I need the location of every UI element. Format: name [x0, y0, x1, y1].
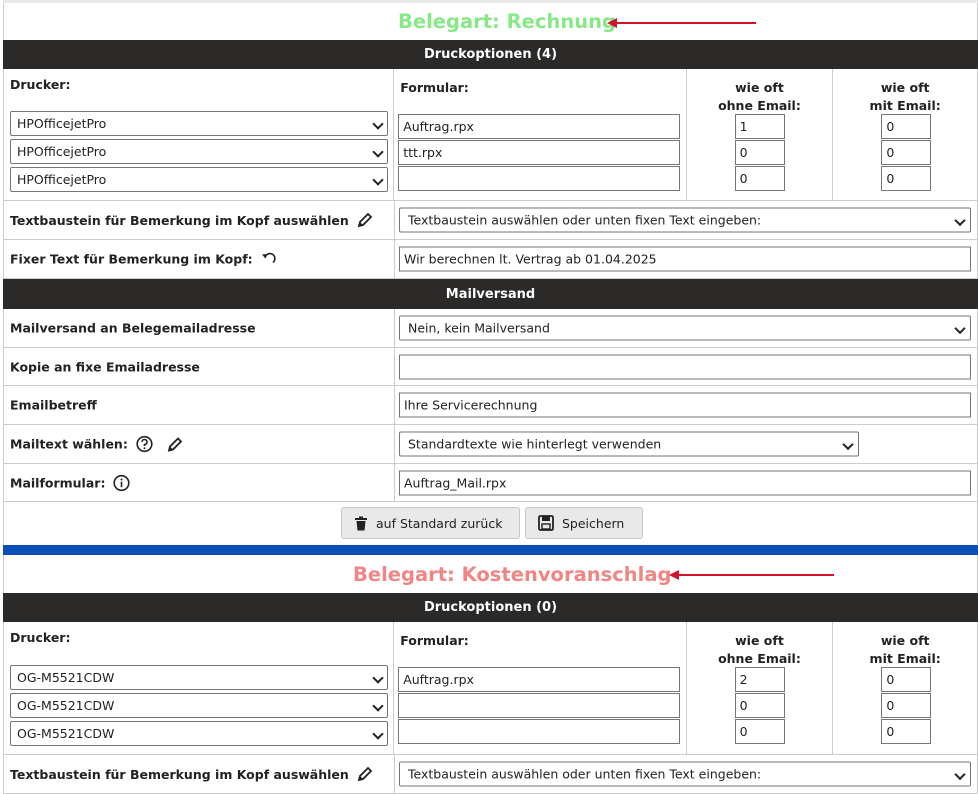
- textbaustein-field-cell: [395, 755, 978, 793]
- textbaustein-select-value: Textbaustein auswählen oder unten fixen Text eingeben:: [408, 212, 762, 228]
- betreff-label-cell: [4, 386, 395, 424]
- ohne-email-header-line1: wie oft: [735, 80, 784, 95]
- ohne-email-header: [687, 632, 833, 668]
- save-button[interactable]: [525, 507, 643, 539]
- mailversand-row: [3, 309, 978, 348]
- form-input[interactable]: Auftrag.rpx: [398, 667, 680, 692]
- textbaustein-select[interactable]: [399, 208, 971, 233]
- betreff-label: Emailbetreff: [10, 397, 97, 413]
- form-input[interactable]: Auftrag.rpx: [398, 114, 680, 139]
- mit-email-header: [833, 79, 977, 115]
- fixtext-row: [3, 240, 978, 279]
- fixtext-input[interactable]: Wir berechnen lt. Vertrag ab 01.04.2025: [399, 247, 971, 272]
- help-icon[interactable]: [136, 436, 153, 453]
- chevron-down-icon: [372, 174, 383, 185]
- mailversand-header: Mailversand: [3, 279, 978, 309]
- mailversand-label-wrap: [10, 321, 256, 336]
- textbaustein-label: Textbaustein für Bemerkung im Kopf auswählen: [10, 766, 349, 782]
- druckoptionen-header: Druckoptionen (4): [3, 40, 978, 69]
- mit-email-column: [833, 69, 978, 200]
- button-row: [3, 502, 978, 545]
- mit-email-header-line2: mit Email:: [869, 98, 941, 113]
- mailversand-field-cell: [395, 309, 978, 347]
- chevron-down-icon: [372, 146, 383, 157]
- ohne-email-count-input[interactable]: 1: [735, 114, 785, 139]
- textbaustein-row: [3, 755, 978, 794]
- form-input[interactable]: [398, 693, 680, 718]
- kopie-field-cell: [395, 348, 978, 385]
- mailformular-label: Mailformular:: [10, 475, 106, 490]
- printer-column: [4, 622, 394, 754]
- chevron-down-icon: [954, 215, 965, 226]
- mailversand-select-value: Nein, kein Mailversand: [408, 320, 550, 336]
- ohne-email-header-line2: ohne Email:: [718, 98, 801, 113]
- annotation-arrow-icon: [616, 22, 756, 24]
- annotation-arrow-icon: [678, 574, 834, 576]
- ohne-email-column: [687, 69, 834, 200]
- ohne-email-header-line2: ohne Email:: [718, 651, 801, 666]
- printer-select[interactable]: [10, 139, 388, 164]
- mailformular-field-cell: [395, 464, 978, 501]
- chevron-down-icon: [954, 323, 965, 334]
- form-input[interactable]: ttt.rpx: [398, 140, 680, 165]
- mit-email-header-line2: mit Email:: [869, 651, 941, 666]
- reset-to-default-button[interactable]: [341, 507, 520, 539]
- mailtext-label-cell: [4, 425, 395, 463]
- section-heading: Belegart: Kostenvoranschlag: [353, 563, 672, 586]
- ohne-email-count-input[interactable]: 0: [735, 140, 785, 165]
- printer-select[interactable]: [10, 693, 388, 718]
- chevron-down-icon: [842, 439, 853, 450]
- kopie-row: [3, 348, 978, 386]
- fixtext-label-cell: [4, 240, 395, 278]
- druckoptionen-grid: [3, 69, 978, 201]
- printer-select-value: HPOfficejetPro: [17, 116, 107, 131]
- form-input[interactable]: [398, 719, 680, 744]
- ohne-email-count-input[interactable]: 2: [735, 667, 785, 692]
- mit-email-header-line1: wie oft: [880, 633, 930, 648]
- druckoptionen-grid: [3, 622, 978, 755]
- mailversand-select[interactable]: [399, 316, 971, 341]
- chevron-down-icon: [372, 700, 383, 711]
- mailformular-label-wrap: [10, 474, 130, 491]
- ohne-email-count-input[interactable]: 0: [735, 166, 785, 191]
- mit-email-header: [833, 632, 977, 668]
- mailtext-label-wrap: [10, 436, 183, 453]
- ohne-email-count-input[interactable]: 0: [735, 693, 785, 718]
- mailversand-label-cell: [4, 309, 395, 347]
- mit-email-count-input[interactable]: 0: [881, 719, 931, 744]
- textbaustein-label-cell: [4, 755, 395, 793]
- printer-select-value: HPOfficejetPro: [17, 144, 107, 159]
- chevron-down-icon: [372, 728, 383, 739]
- mit-email-column: [833, 622, 978, 754]
- kopie-label-cell: [4, 348, 395, 385]
- undo-icon[interactable]: [261, 252, 277, 266]
- pencil-icon[interactable]: [167, 436, 183, 452]
- form-column: [394, 622, 686, 754]
- trash-icon: [354, 516, 368, 531]
- betreff-label-wrap: [10, 398, 97, 413]
- section-heading-row: [3, 555, 978, 593]
- printer-select-value: OG-M5521CDW: [17, 698, 115, 713]
- textbaustein-field-cell: [395, 201, 978, 239]
- printer-select[interactable]: [10, 721, 388, 746]
- ohne-email-column: [687, 622, 834, 754]
- printer-column: [4, 69, 394, 200]
- form-label: Formular:: [400, 633, 469, 648]
- betreff-row: [3, 386, 978, 425]
- printer-label: Drucker:: [10, 77, 71, 92]
- fixtext-label-wrap: [10, 252, 277, 267]
- mit-email-count-input[interactable]: 0: [881, 667, 931, 692]
- save-label: Speichern: [562, 515, 625, 531]
- mailtext-select-value: Standardtexte wie hinterlegt verwenden: [408, 436, 662, 452]
- printer-select-value: OG-M5521CDW: [17, 670, 115, 685]
- printer-select[interactable]: [10, 665, 388, 690]
- info-icon[interactable]: [113, 474, 130, 491]
- chevron-down-icon: [954, 769, 965, 780]
- mailformular-row: [3, 464, 978, 502]
- betreff-field-cell: [395, 386, 978, 424]
- section-heading: Belegart: Rechnung: [398, 10, 616, 33]
- mailversand-label: Mailversand an Belegemailadresse: [10, 320, 256, 336]
- mailtext-field-cell: [395, 425, 978, 463]
- mit-email-count-input[interactable]: 0: [881, 140, 931, 165]
- chevron-down-icon: [372, 672, 383, 683]
- textbaustein-select[interactable]: [399, 762, 971, 787]
- mailtext-label: Mailtext wählen:: [10, 436, 128, 452]
- mailtext-row: [3, 425, 978, 464]
- kopie-email-input[interactable]: [399, 354, 971, 379]
- form-label: Formular:: [400, 80, 469, 95]
- section-divider: [3, 545, 978, 555]
- pencil-icon[interactable]: [357, 212, 373, 228]
- mailformular-input[interactable]: Auftrag_Mail.rpx: [399, 470, 971, 495]
- textbaustein-label-cell: [4, 201, 395, 239]
- betreff-input[interactable]: Ihre Servicerechnung: [399, 393, 971, 418]
- printer-select-value: OG-M5521CDW: [17, 726, 115, 741]
- printer-label: Drucker:: [10, 630, 71, 645]
- form-input[interactable]: [398, 166, 680, 191]
- kopie-label: Kopie an fixe Emailadresse: [10, 359, 200, 374]
- ohne-email-count-input[interactable]: 0: [735, 719, 785, 744]
- mailformular-label-cell: [4, 464, 395, 501]
- mailtext-select[interactable]: [399, 432, 859, 457]
- section-heading-row: [3, 3, 978, 40]
- textbaustein-row: [3, 201, 978, 240]
- chevron-down-icon: [372, 118, 383, 129]
- reset-label: auf Standard zurück: [376, 515, 503, 531]
- textbaustein-label: Textbaustein für Bemerkung im Kopf auswählen: [10, 212, 349, 228]
- textbaustein-label-wrap: [10, 212, 373, 228]
- mit-email-count-input[interactable]: 0: [881, 693, 931, 718]
- form-column: [394, 69, 686, 200]
- fixtext-field-cell: [395, 240, 978, 278]
- mit-email-header-line1: wie oft: [880, 80, 930, 95]
- printer-select[interactable]: [10, 111, 388, 136]
- fixtext-label: Fixer Text für Bemerkung im Kopf:: [10, 251, 253, 267]
- druckoptionen-header: Druckoptionen (0): [3, 593, 978, 622]
- printer-select[interactable]: [10, 167, 388, 192]
- ohne-email-header: [687, 79, 833, 115]
- textbaustein-select-value: Textbaustein auswählen oder unten fixen Text eingeben:: [408, 766, 762, 782]
- mit-email-count-input[interactable]: 0: [881, 166, 931, 191]
- ohne-email-header-line1: wie oft: [735, 633, 784, 648]
- save-icon: [538, 515, 554, 531]
- mit-email-count-input[interactable]: 0: [881, 114, 931, 139]
- kopie-label-wrap: [10, 359, 200, 374]
- printer-select-value: HPOfficejetPro: [17, 172, 107, 187]
